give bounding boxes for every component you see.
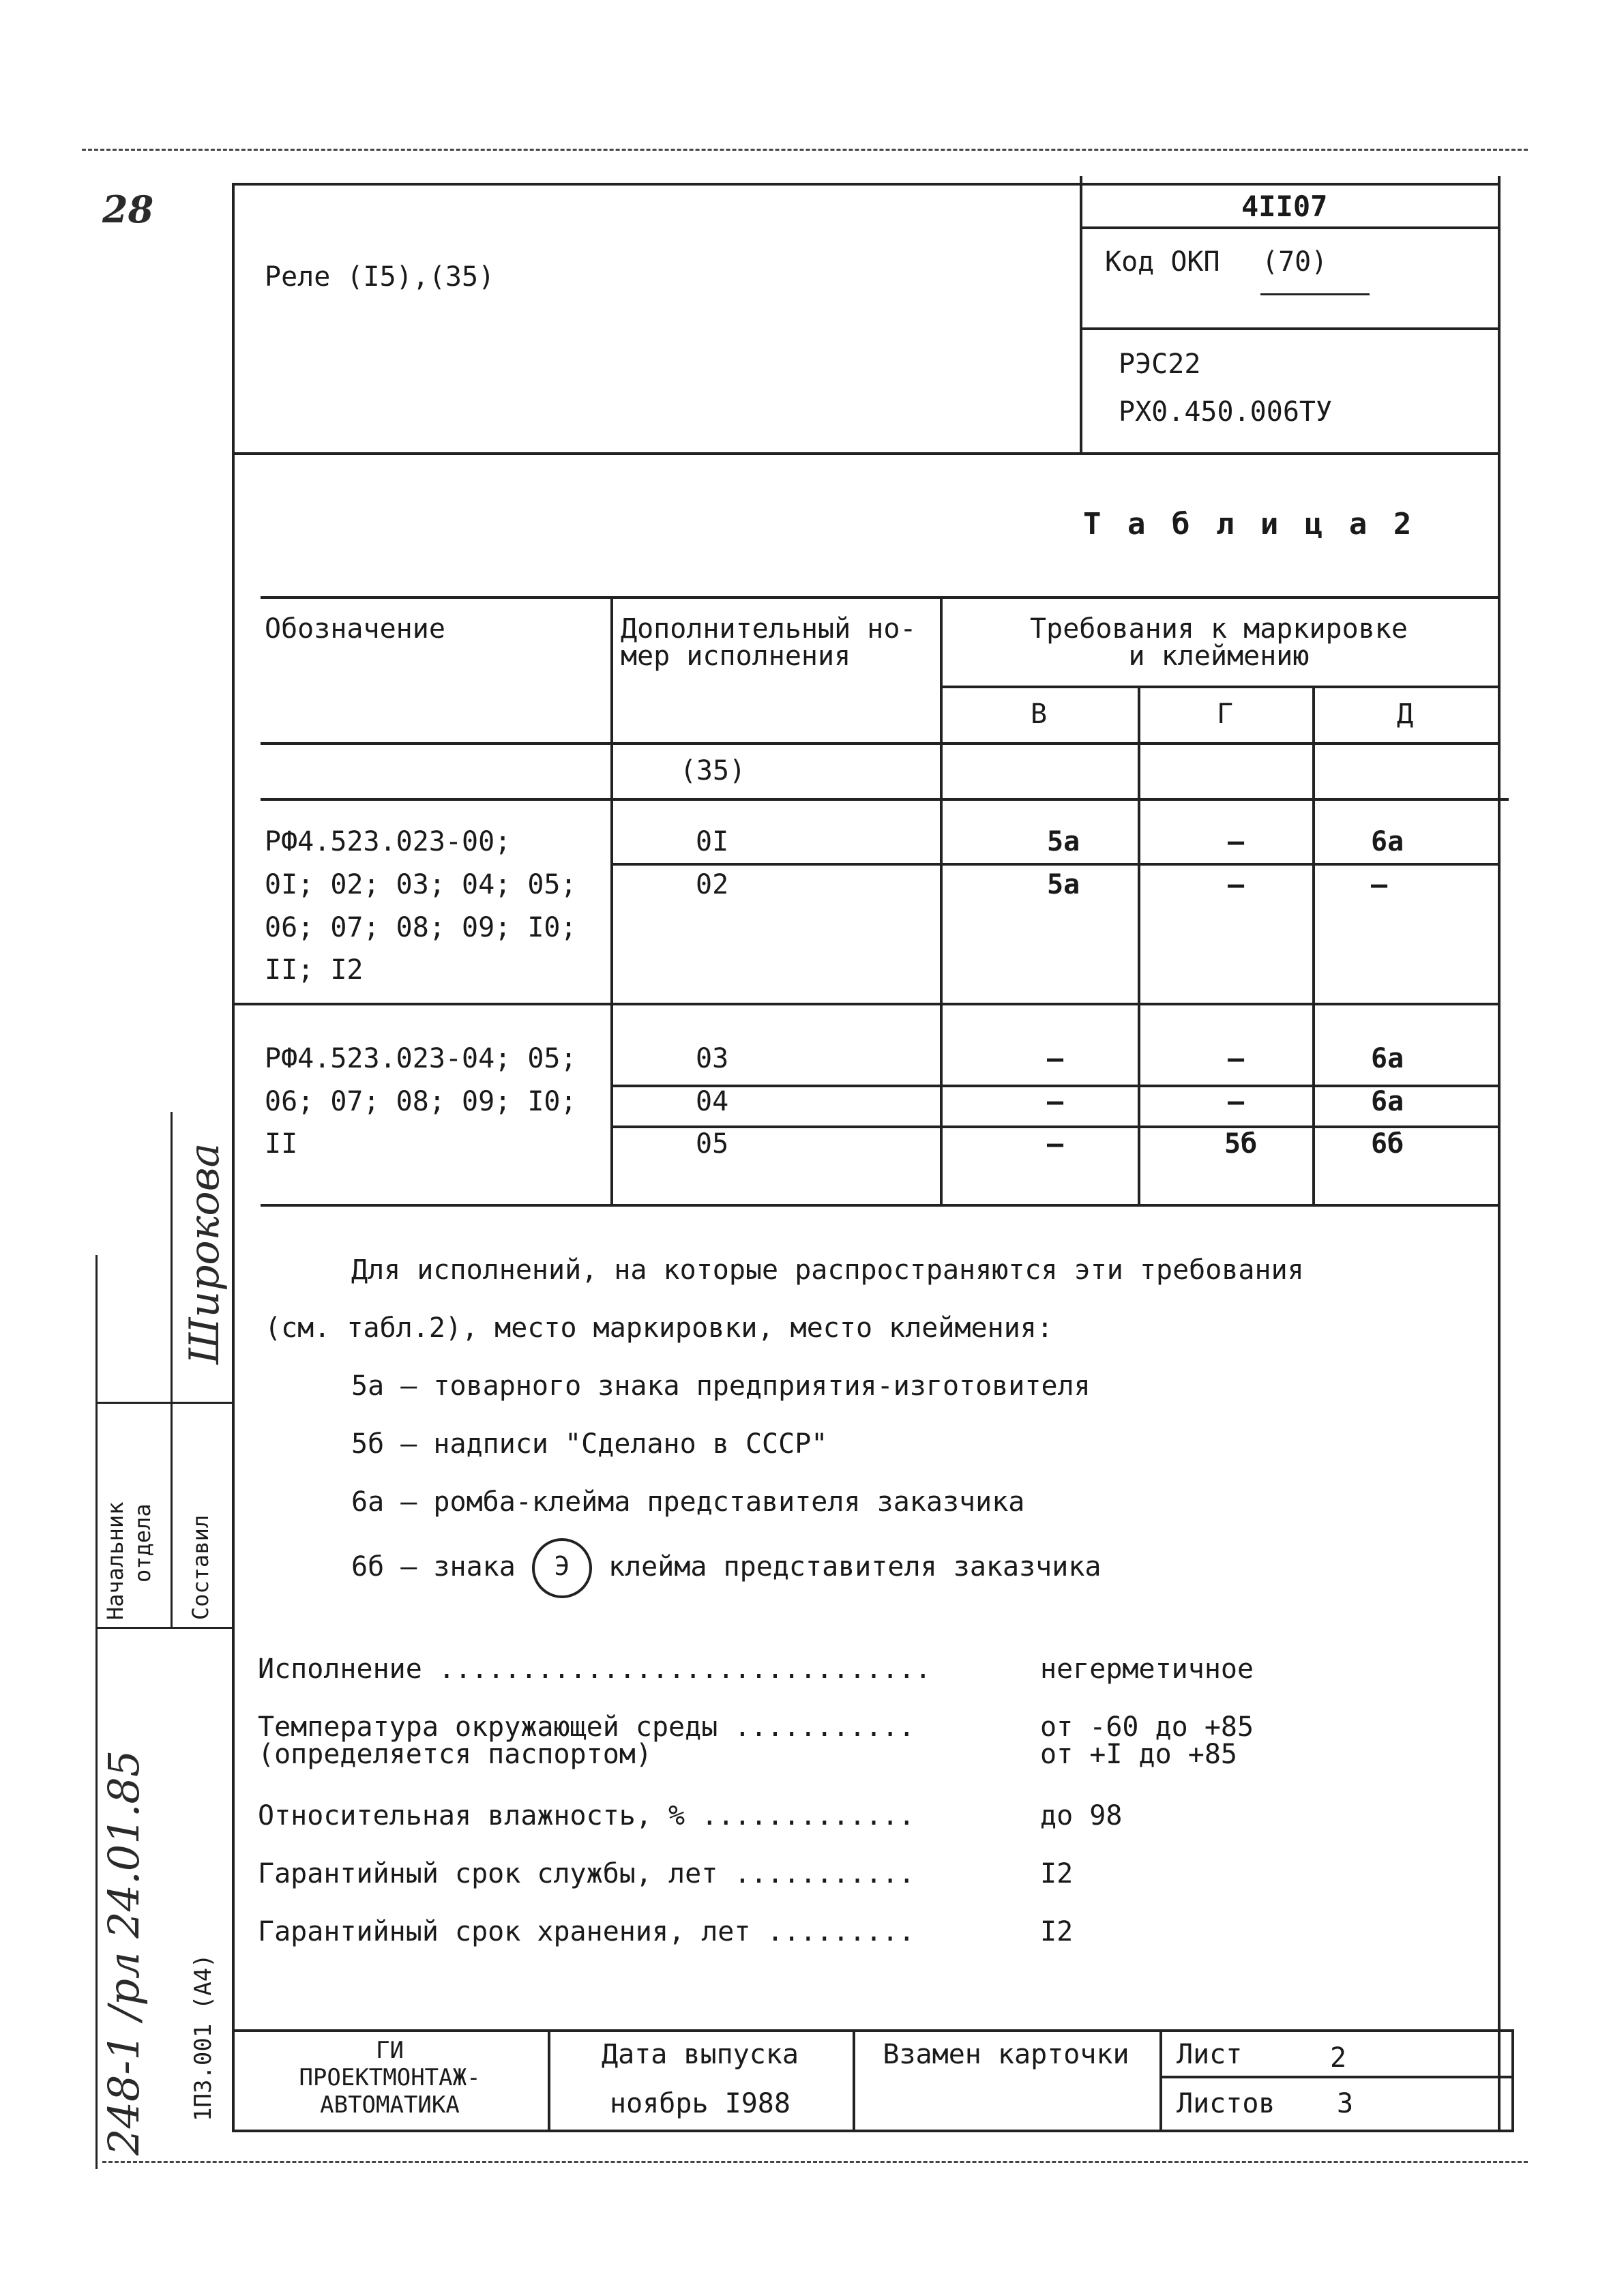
- note-item-6b-before: 6б – знака: [351, 1551, 516, 1583]
- table-req-subline: [940, 686, 1498, 688]
- row-5-g: 5б: [1224, 1128, 1258, 1160]
- table-title: Т а б л и ц а 2: [1083, 507, 1416, 542]
- sub-header-d: Д: [1396, 698, 1414, 730]
- footer-divider-3: [1159, 2029, 1162, 2130]
- sidebar-head-label-line-1: Начальник: [102, 1501, 128, 1620]
- row-3-num: 03: [696, 1043, 729, 1074]
- row-3-g: –: [1228, 1043, 1245, 1074]
- row-4-g: –: [1228, 1086, 1245, 1117]
- row-2-g: –: [1228, 869, 1245, 900]
- footer-replace-label: Взамен карточки: [883, 2039, 1129, 2070]
- row-3-d: 6а: [1371, 1043, 1404, 1074]
- main-bottom-border: [232, 2130, 1514, 2132]
- footer-sheet-label: Лист: [1177, 2039, 1243, 2070]
- extra-code: (35): [679, 755, 746, 786]
- frame-top-dashed: [82, 149, 1528, 151]
- spec-value-humidity: до 98: [1040, 1800, 1123, 1831]
- row-4-num: 04: [696, 1086, 729, 1117]
- row-2-num: 02: [696, 869, 729, 900]
- note-item-6b-after: клейма представителя заказчика: [608, 1551, 1102, 1583]
- footer-org-line-1: ГИ: [376, 2037, 404, 2064]
- group2-designation-line-1: РФ4.523.023-04; 05;: [265, 1043, 577, 1074]
- row-4-d: 6а: [1371, 1086, 1404, 1117]
- frame-bottom-dashed: [102, 2161, 1528, 2163]
- okp-value: (70): [1262, 246, 1328, 278]
- footer-sheet-divider: [1159, 2076, 1514, 2078]
- footer-release-label: Дата выпуска: [602, 2039, 799, 2070]
- row-3-v: –: [1047, 1043, 1064, 1074]
- col-req-header-line-1: Требования к маркировке: [1030, 613, 1408, 645]
- spec-label-humidity: Относительная влажность, % .............: [258, 1800, 915, 1831]
- frame-left-line: [95, 1255, 98, 2169]
- group1-designation-line-3: 06; 07; 08; 09; I0;: [265, 912, 577, 943]
- sidebar-compiled-label: Составил: [188, 1514, 213, 1620]
- main-left-border: [232, 183, 235, 2132]
- row-5-num: 05: [696, 1128, 729, 1160]
- form-code: 1П3.001 (А4): [190, 1954, 217, 2121]
- sidebar-head-label-line-2: отдела: [130, 1503, 156, 1583]
- model-line-1: РЭС22: [1119, 349, 1201, 380]
- footer-org-line-3: АВТОМАТИКА: [320, 2091, 460, 2119]
- footer-release-date: ноябрь I988: [610, 2088, 790, 2119]
- table-row-1-bottom: [610, 863, 1498, 866]
- header-line-1: [1080, 226, 1498, 229]
- row-5-d: 6б: [1371, 1128, 1404, 1160]
- group1-designation-line-4: II; I2: [265, 954, 364, 986]
- footer-sheets-label: Листов: [1177, 2088, 1275, 2119]
- header-line-2: [1080, 327, 1498, 330]
- spec-value-execution: негерметичное: [1040, 1653, 1254, 1685]
- note-item-5a: 5а – товарного знака предприятия-изготовителя: [351, 1370, 1091, 1402]
- row-4-v: –: [1047, 1086, 1064, 1117]
- table-col-divider-3: [1138, 686, 1140, 1207]
- footer-sheets-value: 3: [1337, 2088, 1354, 2119]
- table-code-row-bottom: [261, 798, 1509, 801]
- notes-intro-line-1: Для исполнений, на которые распространяются эти требования: [351, 1254, 1304, 1286]
- sub-header-g: Г: [1216, 698, 1234, 730]
- spec-value-service-life: I2: [1040, 1858, 1074, 1889]
- header-code: 4II07: [1241, 190, 1328, 223]
- note-item-5b: 5б – надписи "Сделано в СССР": [351, 1428, 828, 1460]
- row-1-g: –: [1228, 826, 1245, 857]
- compiler-signature: Широкова: [181, 1143, 228, 1364]
- col-designation-header: Обозначение: [265, 613, 445, 645]
- spec-label-temperature: Температура окружающей среды ...........: [258, 1711, 915, 1743]
- group1-designation-line-2: 0I; 02; 03; 04; 05;: [265, 869, 577, 900]
- table-col-divider-1: [610, 596, 613, 1207]
- table-top-line: [261, 596, 1498, 599]
- spec-value-temperature: от -60 до +85: [1040, 1711, 1254, 1743]
- col-extra-header-line-2: мер исполнения: [621, 641, 851, 672]
- spec-value-storage-life: I2: [1040, 1916, 1074, 1947]
- col-extra-header-line-1: Дополнительный но-: [621, 613, 917, 645]
- spec-label-execution: Исполнение ..............................: [258, 1653, 932, 1685]
- row-1-d: 6а: [1371, 826, 1404, 857]
- table-bottom-line: [261, 1204, 1498, 1207]
- group2-designation-line-3: II: [265, 1128, 298, 1160]
- main-top-border: [232, 183, 1501, 186]
- quality-mark-circle: Э: [532, 1538, 592, 1598]
- model-line-2: РХ0.450.006ТУ: [1119, 396, 1333, 428]
- sidebar-top-line: [95, 1402, 232, 1404]
- header-divider-vertical: [1080, 176, 1082, 452]
- sub-header-v: В: [1030, 698, 1048, 730]
- okp-underline: [1260, 293, 1370, 295]
- footer-org-line-2: ПРОЕКТМОНТАЖ-: [299, 2064, 481, 2091]
- row-5-v: –: [1047, 1128, 1064, 1160]
- table-group-divider: [232, 1003, 1498, 1005]
- note-item-6a: 6а – ромба-клейма представителя заказчика: [351, 1486, 1025, 1518]
- handwritten-reference: 248-1 /рл 24.01.85: [99, 1750, 149, 2155]
- header-title: Реле (I5),(35): [265, 261, 495, 293]
- row-1-v: 5а: [1047, 826, 1080, 857]
- row-2-v: 5а: [1047, 869, 1080, 900]
- okp-label: Код ОКП: [1105, 246, 1220, 278]
- spec-label-storage-life: Гарантийный срок хранения, лет .........: [258, 1916, 915, 1947]
- spec-value-temperature-2: от +I до +85: [1040, 1739, 1237, 1770]
- page-number: 28: [102, 188, 154, 231]
- notes-intro-line-2: (см. табл.2), место маркировки, место клеймения:: [265, 1312, 1053, 1344]
- note-item-6b: [351, 1538, 1101, 1598]
- sidebar-divider: [171, 1112, 173, 1627]
- row-2-d: –: [1371, 869, 1388, 900]
- table-col-divider-4: [1312, 686, 1315, 1207]
- footer-top-line: [232, 2029, 1514, 2032]
- footer-right-border: [1511, 2029, 1514, 2130]
- spec-label-service-life: Гарантийный срок службы, лет ...........: [258, 1858, 915, 1889]
- group2-designation-line-2: 06; 07; 08; 09; I0;: [265, 1086, 577, 1117]
- header-bottom-line: [232, 452, 1498, 455]
- col-req-header-line-2: и клеймению: [1128, 641, 1310, 672]
- sidebar-bottom-line: [95, 1627, 232, 1629]
- spec-label-temperature-note: (определяется паспортом): [258, 1739, 652, 1770]
- row-1-num: 0I: [696, 826, 729, 857]
- main-right-border: [1498, 176, 1501, 2132]
- table-header-bottom: [261, 742, 1498, 745]
- group1-designation-line-1: РФ4.523.023-00;: [265, 826, 512, 857]
- footer-sheet-value: 2: [1330, 2042, 1347, 2074]
